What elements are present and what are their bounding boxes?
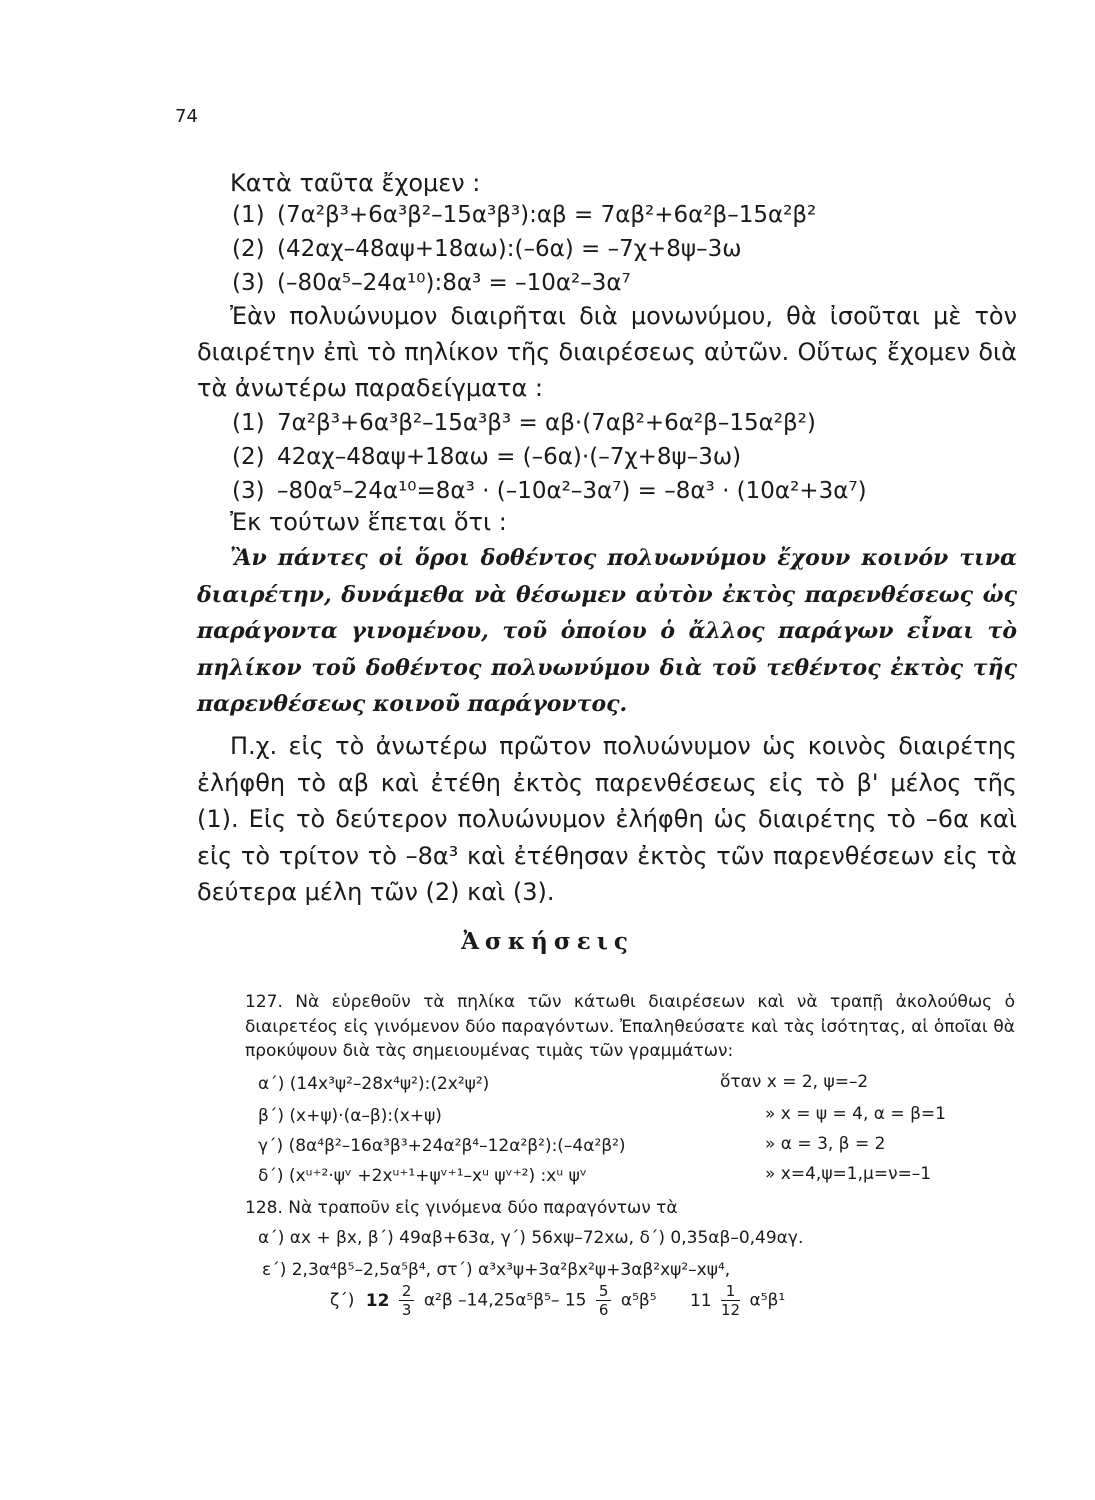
eq-expr: (–80α⁵–24α¹⁰):8α³ = –10α²–3α⁷ bbox=[277, 270, 631, 296]
eq-number: (2) bbox=[232, 236, 265, 262]
exercise-128-line1: α΄) αx + βx, β΄) 49αβ+63α, γ΄) 56xψ–72xω, δ΄) 0,35αβ–0,49αγ. bbox=[258, 1228, 804, 1248]
page-number: 74 bbox=[175, 106, 198, 127]
item-label: β΄) bbox=[258, 1106, 284, 1126]
eq-number: (2) bbox=[232, 444, 265, 470]
eq-number: (1) bbox=[232, 410, 265, 436]
exercise-127-a bbox=[258, 1072, 489, 1096]
term: α⁵β¹ bbox=[749, 1290, 786, 1311]
exercise-127-c-condition: » α = 3, β = 2 bbox=[765, 1134, 886, 1154]
factoring-rule: Ἂν πάντες οἱ ὅροι δοθέντος πολυωνύμου ἔχουν κοινόν τινα διαιρέτην, δυνάμεθα νὰ θέσωμεν αὐτὸν ἐκτὸς παρενθέσεως ὡς παράγοντα γινομένου, τοῦ ὁποίου ὁ ἄλλος παράγων εἶναι τὸ πηλίκον τοῦ δοθέντος πολυωνύμου διὰ τοῦ τεθέντος ἐκτὸς τῆς παρενθέσεως κοινοῦ παράγοντος. bbox=[197, 545, 1017, 717]
factor-eq-1 bbox=[232, 408, 816, 438]
item-expr: (x+ψ)·(α–β):(x+ψ) bbox=[289, 1106, 442, 1126]
exercise-128-line3 bbox=[330, 1282, 785, 1319]
term: α⁵β⁵ bbox=[620, 1290, 657, 1311]
exercise-127-b bbox=[258, 1104, 442, 1128]
follows-line: Ἐκ τούτων ἕπεται ὅτι : bbox=[230, 508, 507, 536]
eq-expr: 42αχ–48αψ+18αω = (–6α)·(–7χ+8ψ–3ω) bbox=[277, 444, 742, 470]
eq-number: (3) bbox=[232, 270, 265, 296]
item-label: δ΄) bbox=[258, 1166, 284, 1186]
exercise-127-a-condition: ὅταν x = 2, ψ=–2 bbox=[720, 1072, 869, 1092]
whole-part: 12 bbox=[365, 1290, 390, 1311]
item-label: ζ΄) bbox=[330, 1290, 355, 1311]
exercise-127-d bbox=[258, 1164, 587, 1188]
division-eq-3 bbox=[232, 268, 631, 298]
exercise-128-line2: ε΄) 2,3α⁴β⁵–2,5α⁵β⁴, στ΄) α³x³ψ+3α²βx²ψ+3αβ²xψ²–xψ⁴, bbox=[262, 1260, 731, 1280]
fraction-numerator: 5 bbox=[596, 1282, 612, 1301]
fraction-numerator: 2 bbox=[399, 1282, 415, 1301]
fraction-denominator: 12 bbox=[721, 1301, 741, 1319]
exercise-127-d-condition: » x=4,ψ=1,μ=ν=–1 bbox=[765, 1164, 932, 1184]
paragraph-divisor-product: Ἐὰν πολυώνυμον διαιρῆται διὰ μονωνύμου, θὰ ἰσοῦται μὲ τὸν διαιρέτην ἐπὶ τὸ πηλίκον τῆς διαιρέσεως αὐτῶν. Οὕτως ἔχομεν διὰ τὰ ἀνωτέρω παραδείγματα : bbox=[197, 302, 1017, 402]
exercise-127-text: 127. Νὰ εὑρεθοῦν τὰ πηλίκα τῶν κάτωθι διαιρέσεων καὶ νὰ τραπῇ ἀκολούθως ὁ διαιρετέος εἰς γινόμενον δύο παραγόντων. Ἐπαληθεύσατε καὶ τὰς ἰσότητας, αἱ ὁποῖαι θὰ προκύψουν διὰ τὰς σημειουμένας τιμὰς τῶν γραμμάτων: bbox=[245, 992, 1015, 1061]
item-label: γ΄) bbox=[258, 1136, 284, 1156]
eq-expr: (7α²β³+6α³β²–15α³β³):αβ = 7αβ²+6α²β–15α²β² bbox=[277, 202, 817, 228]
item-expr: (14x³ψ²–28x⁴ψ²):(2x²ψ²) bbox=[289, 1074, 490, 1094]
exercises-title: Ἀσκήσεις bbox=[461, 928, 634, 955]
eq-number: (3) bbox=[232, 478, 265, 504]
intro-line: Κατὰ ταῦτα ἔχομεν : bbox=[230, 169, 481, 197]
fraction bbox=[399, 1282, 415, 1319]
fraction-denominator: 3 bbox=[401, 1301, 412, 1319]
fraction bbox=[596, 1282, 612, 1319]
fraction-denominator: 6 bbox=[598, 1301, 609, 1319]
paragraph-example: Π.χ. εἰς τὸ ἀνωτέρω πρῶτον πολυώνυμον ὡς κοινὸς διαιρέτης ἐλήφθη τὸ αβ καὶ ἐτέθη ἐκτὸς παρενθέσεως εἰς τὸ β' μέλος τῆς (1). Εἰς τὸ δεύτερον πολυώνυμον ἐλήφθη ὡς διαιρέτης τὸ –6α καὶ εἰς τὸ τρίτον τὸ –8α³ καὶ ἐτέθησαν ἐκτὸς τῶν παρενθέσεων εἰς τὰ δεύτερα μέλη τῶν (2) καὶ (3). bbox=[197, 732, 1017, 906]
exercise-128-text: 128. Νὰ τραποῦν εἰς γινόμενα δύο παραγόντων τὰ bbox=[245, 1198, 678, 1218]
whole-part: 11 bbox=[689, 1290, 712, 1311]
eq-expr: (42αχ–48αψ+18αω):(–6α) = –7χ+8ψ–3ω bbox=[277, 236, 742, 262]
item-label: α΄) bbox=[258, 1074, 285, 1094]
factor-eq-3 bbox=[232, 476, 867, 506]
eq-number: (1) bbox=[232, 202, 265, 228]
division-eq-1 bbox=[232, 200, 816, 230]
factor-eq-2 bbox=[232, 442, 741, 472]
fraction bbox=[721, 1282, 740, 1319]
item-expr: (8α⁴β²–16α³β³+24α²β⁴–12α²β²):(–4α²β²) bbox=[288, 1136, 626, 1156]
division-eq-2 bbox=[232, 234, 742, 264]
eq-expr: 7α²β³+6α³β²–15α³β³ = αβ·(7αβ²+6α²β–15α²β²) bbox=[277, 410, 816, 436]
eq-expr: –80α⁵–24α¹⁰=8α³ · (–10α²–3α⁷) = –8α³ · (10α²+3α⁷) bbox=[277, 478, 867, 504]
item-expr: (xᵘ⁺²·ψᵛ +2xᵘ⁺¹+ψᵛ⁺¹–xᵘ ψᵛ⁺²) :xᵘ ψᵛ bbox=[288, 1166, 587, 1186]
fraction-numerator: 1 bbox=[721, 1282, 740, 1301]
exercise-127-c bbox=[258, 1134, 626, 1158]
term: α²β –14,25α⁵β⁵– 15 bbox=[423, 1290, 587, 1311]
exercise-127-b-condition: » x = ψ = 4, α = β=1 bbox=[765, 1104, 946, 1124]
